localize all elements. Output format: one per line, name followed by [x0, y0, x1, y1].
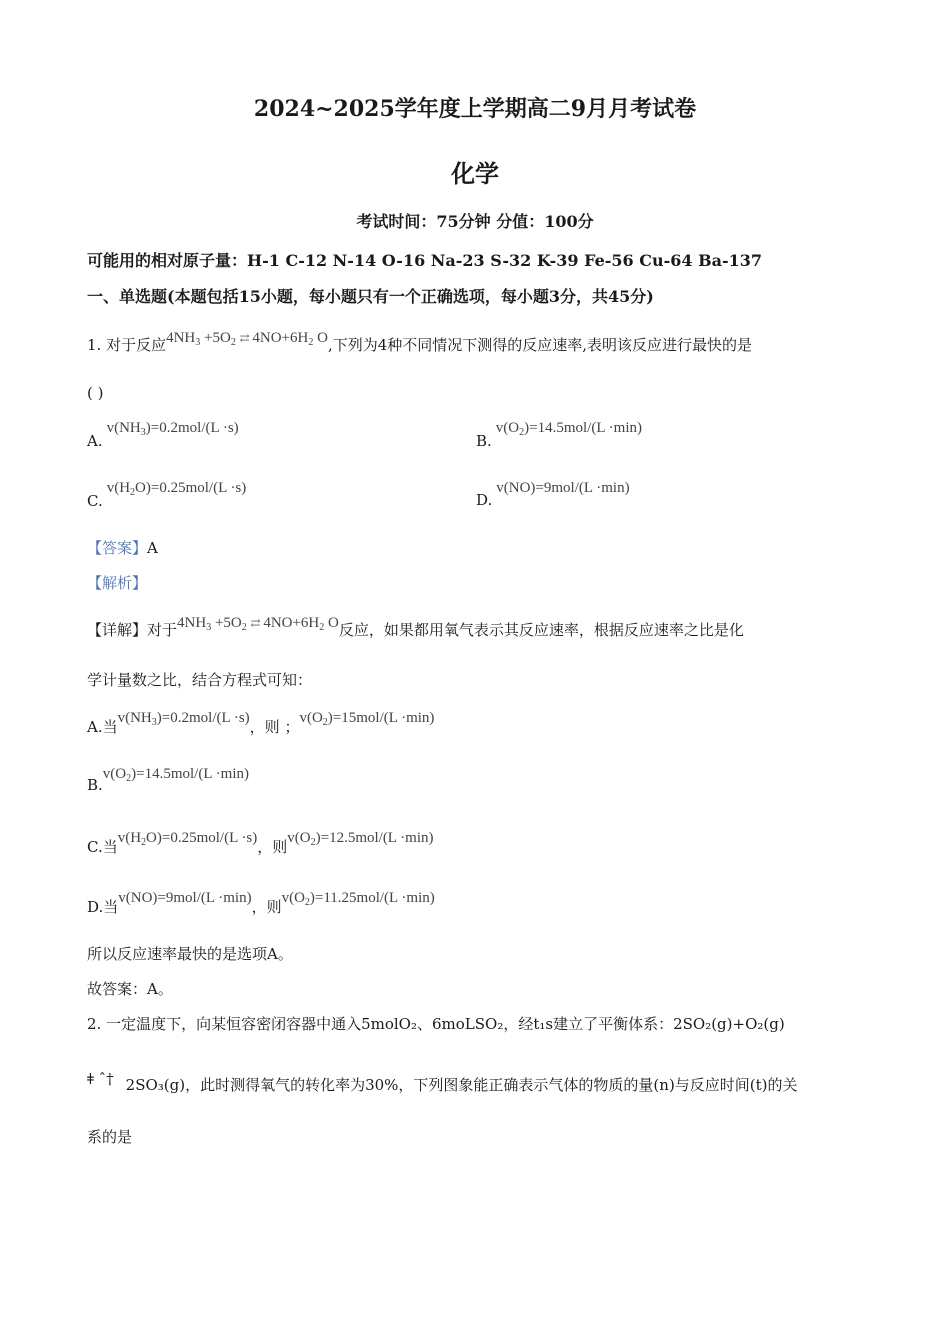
exam-title: 2024~2025学年度上学期高二9月月考试卷: [253, 96, 697, 122]
equilibrium-arrow-icon: ǂ ˆ†: [87, 1070, 114, 1088]
step-d-label: D.当: [87, 898, 119, 916]
section-heading: 一、单选题(本题包括15小题，每小题只有一个正确选项，每小题3分，共45分): [87, 287, 654, 306]
detail-tag: 【详解】: [87, 621, 148, 639]
option-c-label: C.: [87, 492, 103, 510]
option-b-formula: $v(O_2)=14.5mol/(L \cdot\min)$: [495, 420, 643, 438]
q1-suffix: ,下列为4种不同情况下测得的反应速率,表明该反应进行最快的是: [327, 336, 753, 354]
question-2-line-2: [87, 1070, 798, 1095]
exam-info: 考试时间：75分钟 分值：100分: [356, 212, 594, 231]
step-c-result: $v(O_2)=12.5mol/(L \cdot\min)$: [287, 830, 434, 848]
option-a-label: A.: [87, 432, 103, 450]
reaction-equation: $4NH_3 +5O_2$ ⇄ $4NO+6H_2$ O: [166, 330, 328, 348]
step-c-label: C.当: [87, 838, 118, 856]
detail-line-2: 学计量数之比，结合方程式可知：: [87, 671, 313, 689]
final-answer: 故答案：A。: [87, 980, 173, 998]
question-2-line-3: 系的是: [87, 1128, 133, 1146]
step-c-given: $v(H_2O)=0.25mol/(L \cdot s)$: [117, 830, 258, 848]
step-b: [87, 766, 250, 796]
atomic-masses: 可能用的相对原子量：H-1 C-12 N-14 O-16 Na-23 S-32 K-39 Fe-56 Cu-64 Ba-137: [87, 251, 762, 270]
answer-line: [87, 537, 158, 558]
step-a-then: ，则 ；: [249, 718, 300, 736]
q1-paren: ( ): [87, 384, 104, 402]
step-d: [87, 890, 435, 918]
option-a-formula: $v(NH_3)=0.2mol/(L \cdot s)$: [106, 420, 239, 438]
option-c: [87, 480, 247, 510]
answer-value: A: [147, 539, 158, 557]
step-b-label: B.: [87, 776, 103, 794]
q1-prefix: 1. 对于反应: [87, 336, 167, 354]
option-a: [87, 420, 239, 450]
step-c: [87, 830, 434, 858]
step-a-label: A.当: [87, 718, 118, 736]
detail-line-1: [87, 615, 744, 641]
step-c-then: ，则: [257, 838, 288, 856]
option-b: [476, 420, 643, 450]
analysis-tag: 【解析】: [87, 574, 148, 592]
step-a-given: $v(NH_3)=0.2mol/(L \cdot s)$: [117, 710, 250, 728]
q2-line2-text: 2SO₃(g)，此时测得氧气的转化率为30%，下列图象能正确表示气体的物质的量(n)与反应时间(t)的关: [125, 1076, 798, 1094]
step-a: [87, 710, 435, 738]
step-d-given: v(NO)=9mol/(L ·min): [118, 890, 252, 906]
detail-prefix: 对于: [147, 621, 178, 639]
detail-suffix: 反应，如果都用氧气表示其反应速率，根据反应速率之比是化: [338, 621, 744, 639]
option-d-formula: v(NO)=9mol/(L ·min): [496, 480, 630, 496]
step-a-result: $v(O_2)=15mol/(L \cdot\min)$: [299, 710, 435, 728]
subject-title: 化学: [451, 159, 499, 188]
step-b-given: $v(O_2)=14.5mol/(L \cdot\min)$: [102, 766, 250, 784]
question-2-line-1: 2. 一定温度下，向某恒容密闭容器中通入5molO₂、6moLSO₂，经t₁s建立了平衡体系：2SO₂(g)+O₂(g): [87, 1015, 785, 1033]
option-c-formula: $v(H_2O)=0.25mol/(L \cdot s)$: [106, 480, 247, 498]
step-d-then: ，则: [251, 898, 282, 916]
detail-reaction: $4NH_3 +5O_2$ ⇄ $4NO+6H_2$ O: [177, 615, 339, 633]
conclusion: 所以反应速率最快的是选项A。: [87, 945, 293, 963]
answer-tag: 【答案】: [87, 539, 148, 557]
option-d: [476, 480, 630, 509]
question-1-stem: [87, 330, 753, 356]
option-b-label: B.: [476, 432, 492, 450]
step-d-result: $v(O_2)=11.25mol/(L \cdot\min)$: [281, 890, 435, 908]
option-d-label: D.: [476, 491, 493, 509]
